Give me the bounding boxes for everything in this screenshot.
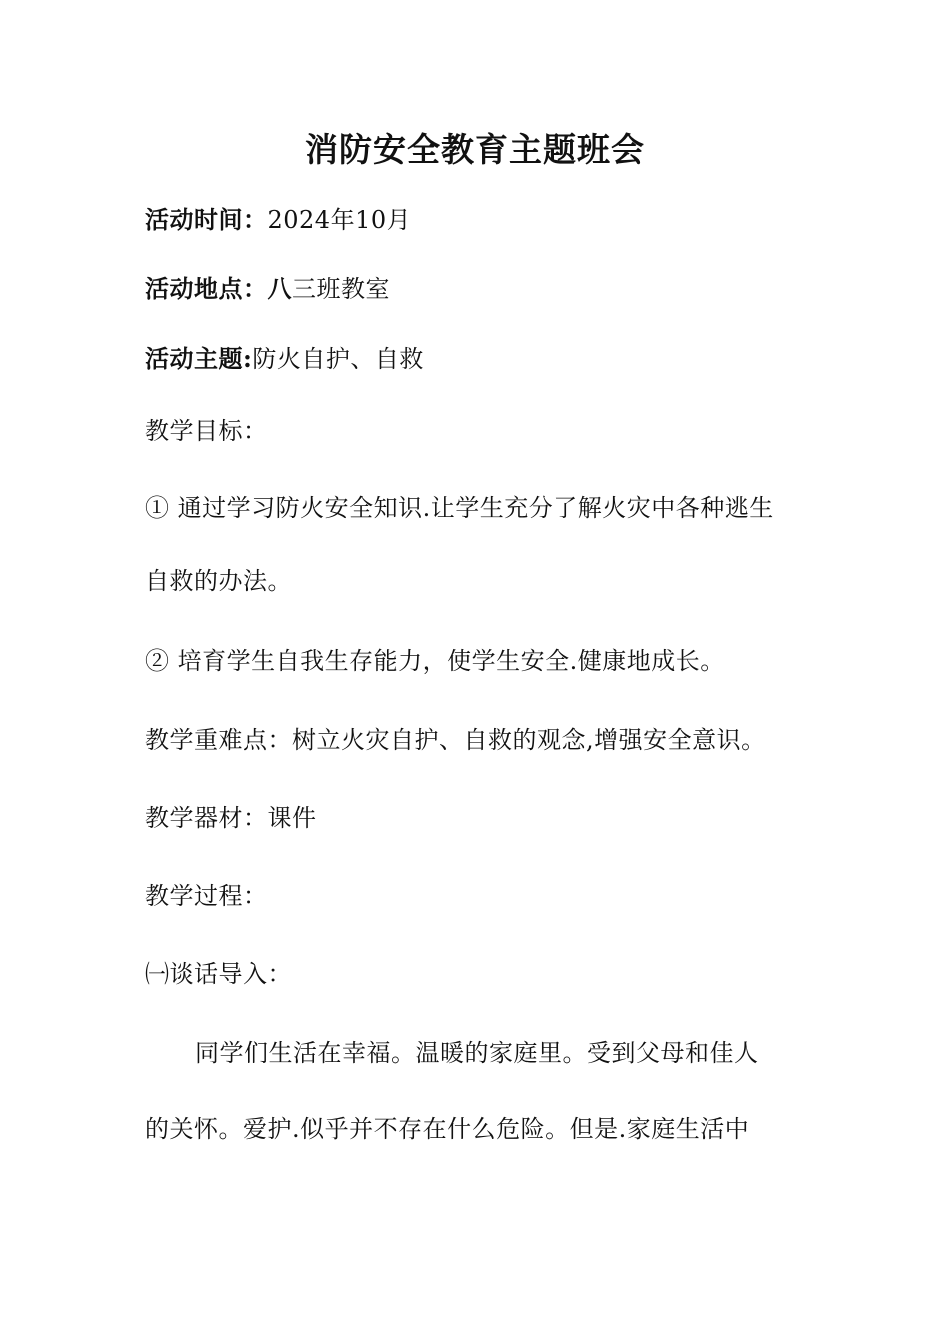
goal-2: ② 培育学生自我生存能力，使学生安全.健康地成长。 bbox=[145, 647, 725, 675]
activity-theme-value: 防火自护、自救 bbox=[252, 345, 424, 373]
activity-theme-label: 活动主题: bbox=[145, 344, 253, 373]
activity-theme bbox=[145, 341, 825, 377]
activity-place bbox=[145, 271, 825, 307]
goal-1-line-1: ① 通过学习防火安全知识.让学生充分了解火灾中各种逃生 bbox=[145, 494, 774, 522]
process-heading: 教学过程： bbox=[145, 882, 268, 910]
materials: 教学器材：课件 bbox=[145, 804, 317, 832]
goal-1-line-2: 自救的办法。 bbox=[145, 567, 292, 595]
activity-time-value: 2024年10月 bbox=[267, 206, 412, 234]
document-title: 消防安全教育主题班会 bbox=[305, 130, 645, 169]
activity-time-label: 活动时间： bbox=[145, 205, 268, 234]
activity-place-label: 活动地点： bbox=[145, 274, 268, 303]
activity-place-value-bold: 八 bbox=[267, 274, 292, 303]
section-1-heading: ㈠谈话导入： bbox=[145, 960, 292, 988]
paragraph-1-line-1: 同学们生活在幸福。温暖的家庭里。受到父母和佳人 bbox=[195, 1039, 759, 1067]
paragraph-1-line-2: 的关怀。爱护.似乎并不存在什么危险。但是.家庭生活中 bbox=[145, 1115, 750, 1143]
activity-time bbox=[145, 202, 825, 238]
key-points: 教学重难点：树立火灾自护、自救的观念,增强安全意识。 bbox=[145, 726, 766, 754]
activity-place-value: 三班教室 bbox=[292, 275, 390, 303]
goals-heading: 教学目标： bbox=[145, 417, 268, 445]
